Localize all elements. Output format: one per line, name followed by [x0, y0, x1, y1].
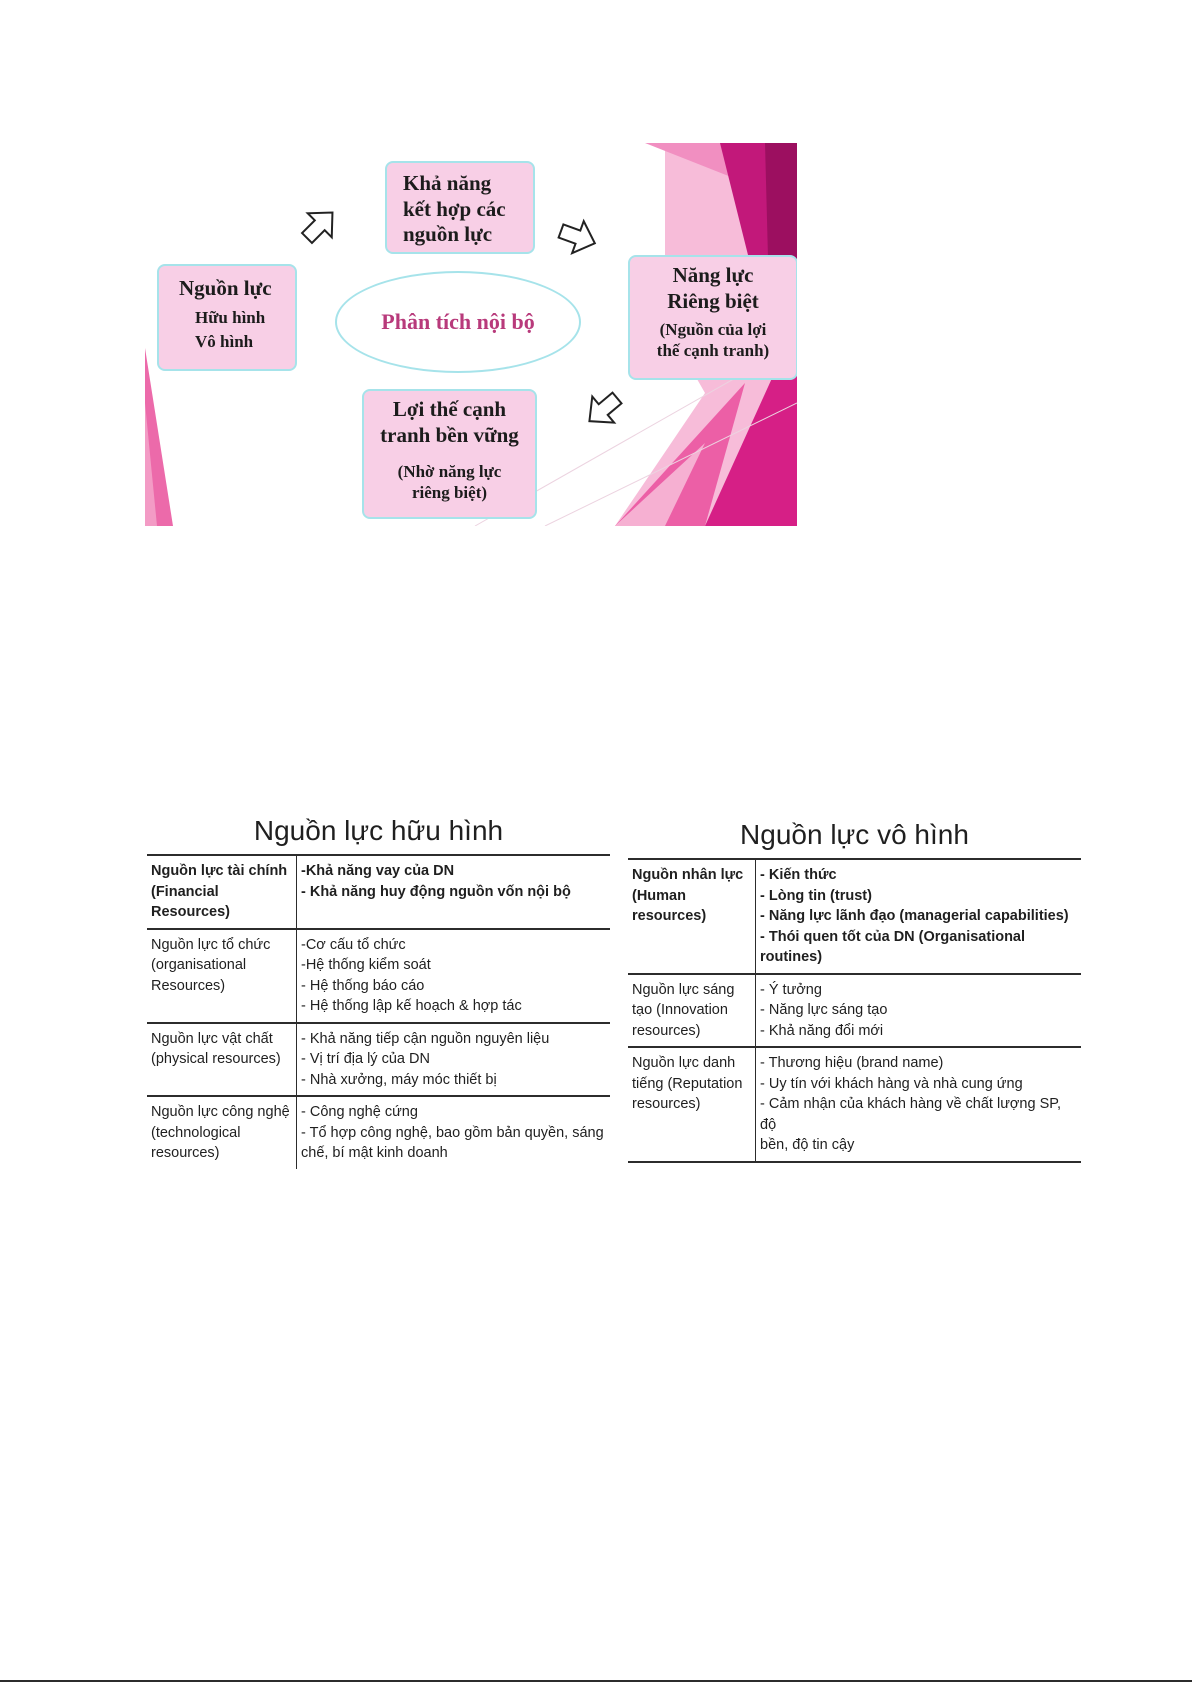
table-row: [628, 974, 1081, 1048]
capabilities-line-2: kết hợp các: [403, 196, 506, 221]
cell-line: chế, bí mật kinh doanh: [301, 1145, 448, 1161]
cell-line: resources): [632, 1096, 701, 1112]
table-row: [147, 1023, 610, 1097]
intangible-heading: Nguồn lực vô hình: [740, 819, 969, 850]
distinctive-line-1: Năng lực: [672, 263, 754, 287]
resources-box: [157, 264, 297, 371]
sustainable-advantage-box: [362, 389, 537, 519]
cell-line: tiếng (Reputation: [632, 1075, 743, 1092]
center-label: Phân tích nội bộ: [381, 309, 535, 334]
internal-analysis-diagram: [145, 143, 797, 526]
cell-line: Nguồn lực danh: [632, 1055, 736, 1071]
row-items-cell: [297, 929, 611, 1023]
cell-line: Nguồn nhân lực: [632, 867, 744, 883]
cell-line: (Financial Resources): [151, 883, 230, 920]
cell-line: bền, độ tin cậy: [760, 1137, 855, 1153]
cell-line: - Nhà xưởng, máy móc thiết bị: [301, 1071, 497, 1088]
cell-line: - Năng lực sáng tạo: [760, 1002, 888, 1018]
cell-line: - Khả năng đổi mới: [760, 1022, 884, 1039]
table-row: [628, 859, 1081, 974]
cell-line: - Vị trí địa lý của DN: [301, 1051, 430, 1067]
tangible-heading: Nguồn lực hữu hình: [253, 815, 504, 846]
distinctive-competence-box: [628, 255, 797, 380]
row-name-cell: [628, 859, 756, 974]
table-row: [147, 1096, 610, 1169]
cell-line: - Ý tưởng: [760, 981, 822, 998]
capabilities-line-3: nguồn lực: [403, 222, 493, 247]
advantage-line-1: Lợi thế cạnh: [392, 397, 507, 421]
cell-line: -Cơ cấu tổ chức: [301, 936, 406, 953]
row-name-cell: [147, 1023, 297, 1097]
row-name-cell: [628, 974, 756, 1048]
cell-line: (Human: [632, 887, 686, 904]
row-name-cell: [147, 1096, 297, 1169]
advantage-sub-2: riêng biệt): [411, 482, 488, 502]
capabilities-line-1: Khả năng: [403, 171, 492, 195]
cell-line: routines): [760, 949, 823, 965]
distinctive-sub-2: thế cạnh tranh): [656, 340, 770, 360]
arrow-up-right-icon: [295, 201, 344, 250]
row-name-cell: [628, 1047, 756, 1162]
row-items-cell: [756, 859, 1082, 974]
cell-line: resources): [632, 1022, 701, 1039]
cell-line: Nguồn lực sáng: [632, 981, 735, 998]
advantage-sub-1: (Nhờ năng lực: [397, 462, 502, 482]
cell-line: - Khả năng tiếp cận nguồn nguyên liệu: [301, 1030, 550, 1047]
cell-line: (organisational: [151, 957, 247, 973]
cell-line: -Khả năng vay của DN: [301, 863, 455, 879]
cell-line: Nguồn lực tài chính: [151, 863, 288, 879]
table-row: [147, 929, 610, 1023]
cell-line: (technological: [151, 1124, 241, 1141]
distinctive-line-2: Riêng biệt: [667, 288, 759, 313]
cell-line: - Công nghệ cứng: [301, 1104, 418, 1120]
cell-line: tạo (Innovation: [632, 1002, 728, 1018]
row-items-cell: [756, 1047, 1082, 1162]
cell-line: - Tổ hợp công nghệ, bao gồm bản quyền, sáng: [301, 1124, 604, 1141]
cell-line: resources): [151, 1145, 220, 1161]
cell-line: Resources): [151, 977, 226, 994]
advantage-line-2: tranh bền vững: [380, 422, 519, 447]
resources-title: Nguồn lực: [179, 276, 272, 300]
cell-line: - Kiến thức: [760, 867, 837, 883]
arrow-right-icon: [555, 215, 600, 259]
cell-line: Nguồn lực công nghệ: [151, 1104, 290, 1120]
row-name-cell: [147, 929, 297, 1023]
cell-line: - Lòng tin (trust): [760, 887, 872, 904]
distinctive-sub-1: (Nguồn của lợi: [659, 320, 767, 340]
cell-line: - Thói quen tốt của DN (Organisational: [760, 928, 1026, 945]
tangible-resources-panel: [147, 808, 610, 1169]
row-items-cell: [297, 855, 611, 929]
cell-line: - Cảm nhận của khách hàng về chất lượng SP, độ: [760, 1096, 1062, 1133]
cell-line: - Thương hiệu (brand name): [760, 1055, 944, 1071]
cell-line: - Uy tín với khách hàng và nhà cung ứng: [760, 1075, 1023, 1092]
cell-line: - Năng lực lãnh đạo (managerial capabilities): [760, 908, 1069, 924]
cell-line: Nguồn lực tổ chức: [151, 936, 271, 953]
capabilities-box: [385, 161, 535, 254]
resources-line-2: Vô hình: [195, 332, 254, 352]
cell-line: Nguồn lực vật chất: [151, 1030, 273, 1047]
row-items-cell: [756, 974, 1082, 1048]
table-row: [628, 1047, 1081, 1162]
cell-line: resources): [632, 908, 707, 924]
cell-line: - Hệ thống báo cáo: [301, 977, 425, 994]
intangible-table: [628, 858, 1081, 1163]
table-row: [147, 855, 610, 929]
cell-line: (physical resources): [151, 1051, 281, 1067]
tangible-table: [147, 854, 610, 1169]
resources-line-1: Hữu hình: [195, 307, 266, 327]
center-oval-internal-analysis: [335, 271, 581, 373]
intangible-resources-panel: [628, 812, 1081, 1163]
cell-line: - Hệ thống lập kế hoạch & hợp tác: [301, 998, 522, 1014]
arrow-down-left-icon: [578, 385, 627, 434]
page-bottom-rule: [0, 1680, 1192, 1682]
row-items-cell: [297, 1023, 611, 1097]
cell-line: - Khả năng huy động nguồn vốn nội bộ: [301, 883, 571, 900]
cell-line: -Hệ thống kiểm soát: [301, 957, 431, 973]
row-items-cell: [297, 1096, 611, 1169]
row-name-cell: [147, 855, 297, 929]
